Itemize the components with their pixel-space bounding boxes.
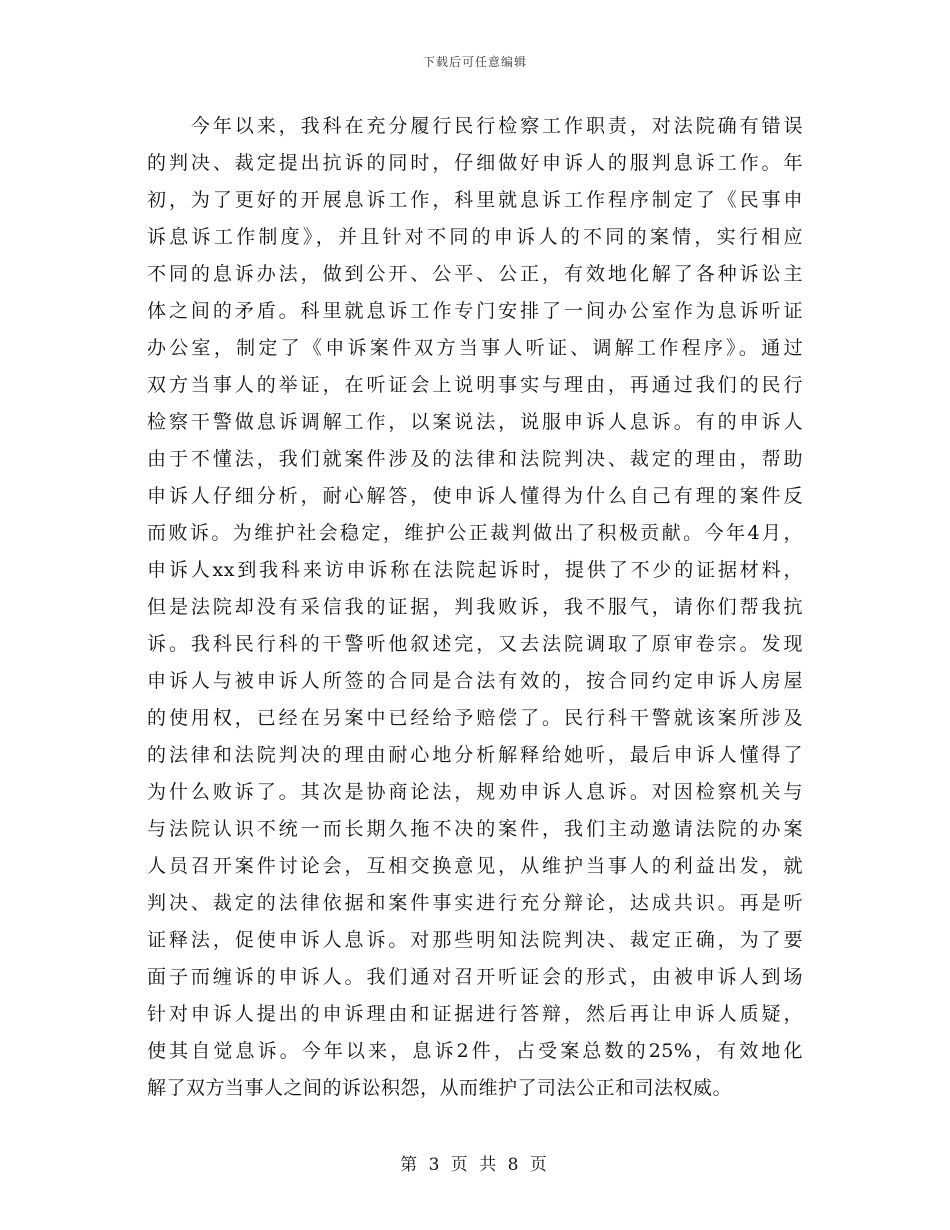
text-line: 的判决、裁定提出抗诉的同时，仔细做好申诉人的服判息诉工作。年 — [147, 152, 803, 174]
document-body — [147, 108, 803, 1107]
text-line: 人员召开案件讨论会，互相交换意见，从维护当事人的利益出发，就 — [147, 855, 803, 877]
text-line: 使其自觉息诉。今年以来，息诉2件，占受案总数的25%，有效地化 — [147, 1040, 803, 1062]
text-line: 与法院认识不统一而长期久拖不决的案件，我们主动邀请法院的办案 — [147, 818, 803, 840]
text-line: 今年以来，我科在充分履行民行检察工作职责，对法院确有错误 — [147, 115, 803, 137]
text-line: 而败诉。为维护社会稳定，维护公正裁判做出了积极贡献。今年4月， — [147, 522, 803, 544]
text-line: 由于不懂法，我们就案件涉及的法律和法院判决、裁定的理由，帮助 — [147, 448, 803, 470]
text-line: 申诉人xx到我科来访申诉称在法院起诉时，提供了不少的证据材料， — [147, 559, 803, 581]
text-line: 双方当事人的举证，在听证会上说明事实与理由，再通过我们的民行 — [147, 374, 803, 396]
text-line: 申诉人仔细分析，耐心解答，使申诉人懂得为什么自己有理的案件反 — [147, 485, 803, 507]
text-line: 判决、裁定的法律依据和案件事实进行充分辩论，达成共识。再是听 — [147, 892, 803, 914]
text-line: 为什么败诉了。其次是协商论法，规劝申诉人息诉。对因检察机关与 — [147, 781, 803, 803]
text-line: 诉。我科民行科的干警听他叙述完，又去法院调取了原审卷宗。发现 — [147, 633, 803, 655]
text-line: 解了双方当事人之间的诉讼积怨，从而维护了司法公正和司法权威。 — [147, 1077, 733, 1099]
text-line: 面子而缠诉的申诉人。我们通对召开听证会的形式，由被申诉人到场 — [147, 966, 803, 988]
page-header-note: 下载后可任意编辑 — [422, 55, 527, 69]
text-line: 的法律和法院判决的理由耐心地分析解释给她听，最后申诉人懂得了 — [147, 744, 803, 766]
text-line: 申诉人与被申诉人所签的合同是合法有效的，按合同约定申诉人房屋 — [147, 670, 803, 692]
text-line: 证释法，促使申诉人息诉。对那些明知法院判决、裁定正确，为了要 — [147, 929, 803, 951]
text-line: 但是法院却没有采信我的证据，判我败诉，我不服气，请你们帮我抗 — [147, 596, 803, 618]
text-line: 不同的息诉办法，做到公开、公平、公正，有效地化解了各种诉讼主 — [147, 263, 803, 285]
text-line: 检察干警做息诉调解工作，以案说法，说服申诉人息诉。有的申诉人 — [147, 411, 803, 433]
text-line: 体之间的矛盾。科里就息诉工作专门安排了一间办公室作为息诉听证 — [147, 300, 803, 322]
text-line: 办公室，制定了《申诉案件双方当事人听证、调解工作程序》。通过 — [147, 337, 803, 359]
text-line: 初，为了更好的开展息诉工作，科里就息诉工作程序制定了《民事申 — [147, 189, 803, 211]
text-line: 针对申诉人提出的申诉理由和证据进行答辩，然后再让申诉人质疑， — [147, 1003, 803, 1025]
page-number: 第 3 页 共 8 页 — [400, 1155, 550, 1175]
text-line: 的使用权，已经在另案中已经给予赔偿了。民行科干警就该案所涉及 — [147, 707, 803, 729]
text-line: 诉息诉工作制度》，并且针对不同的申诉人的不同的案情，实行相应 — [147, 226, 803, 248]
